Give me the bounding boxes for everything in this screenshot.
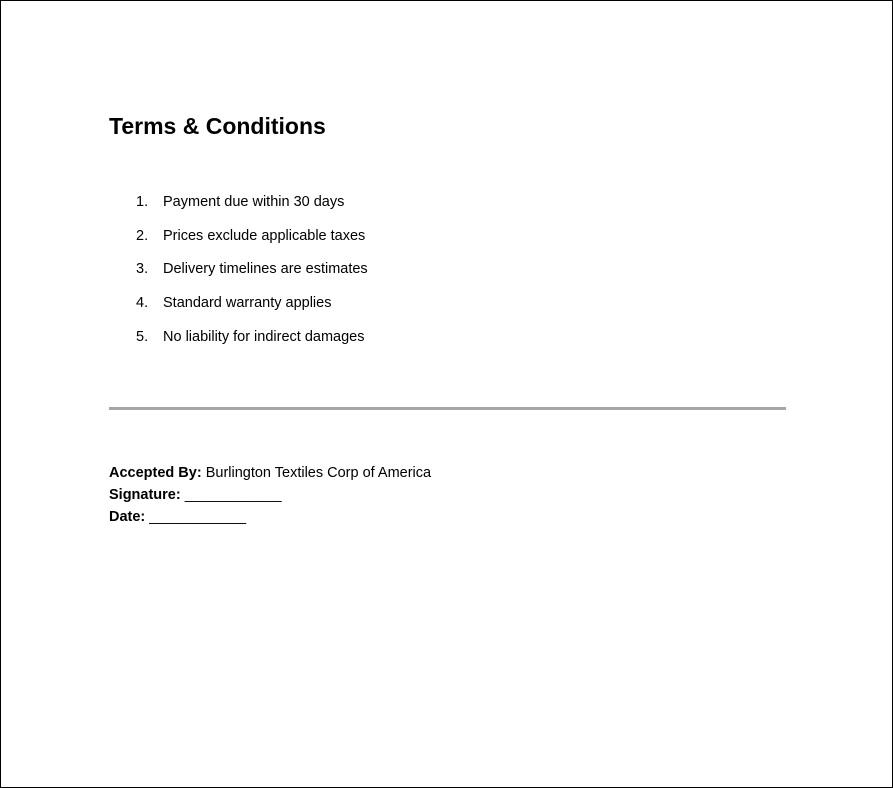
- section-divider: [109, 407, 786, 410]
- list-item-text: No liability for indirect damages: [163, 328, 365, 345]
- list-item-number: 5.: [136, 328, 149, 345]
- date-label: Date:: [109, 509, 150, 525]
- signature-row: [109, 484, 431, 506]
- list-item-number: 4.: [136, 295, 149, 312]
- accepted-by-row: [109, 462, 431, 484]
- list-item-text: Standard warranty applies: [163, 295, 332, 312]
- list-item-text: Delivery timelines are estimates: [163, 261, 368, 278]
- list-item-text: Prices exclude applicable taxes: [163, 227, 366, 244]
- signature-label: Signature:: [109, 487, 185, 503]
- date-row: [109, 506, 431, 528]
- acceptance-block: [109, 462, 431, 528]
- page-title: Terms & Conditions: [109, 113, 326, 139]
- date-line: ____________: [149, 509, 247, 525]
- list-item-text: Payment due within 30 days: [163, 194, 345, 210]
- list-item-number: 3.: [136, 261, 149, 278]
- list-item-number: 2.: [136, 227, 149, 244]
- accepted-by-value: Burlington Textiles Corp of America: [205, 465, 432, 481]
- list-item-number: 1.: [136, 194, 149, 210]
- accepted-by-label: Accepted By:: [109, 465, 206, 481]
- signature-line: ____________: [184, 487, 282, 503]
